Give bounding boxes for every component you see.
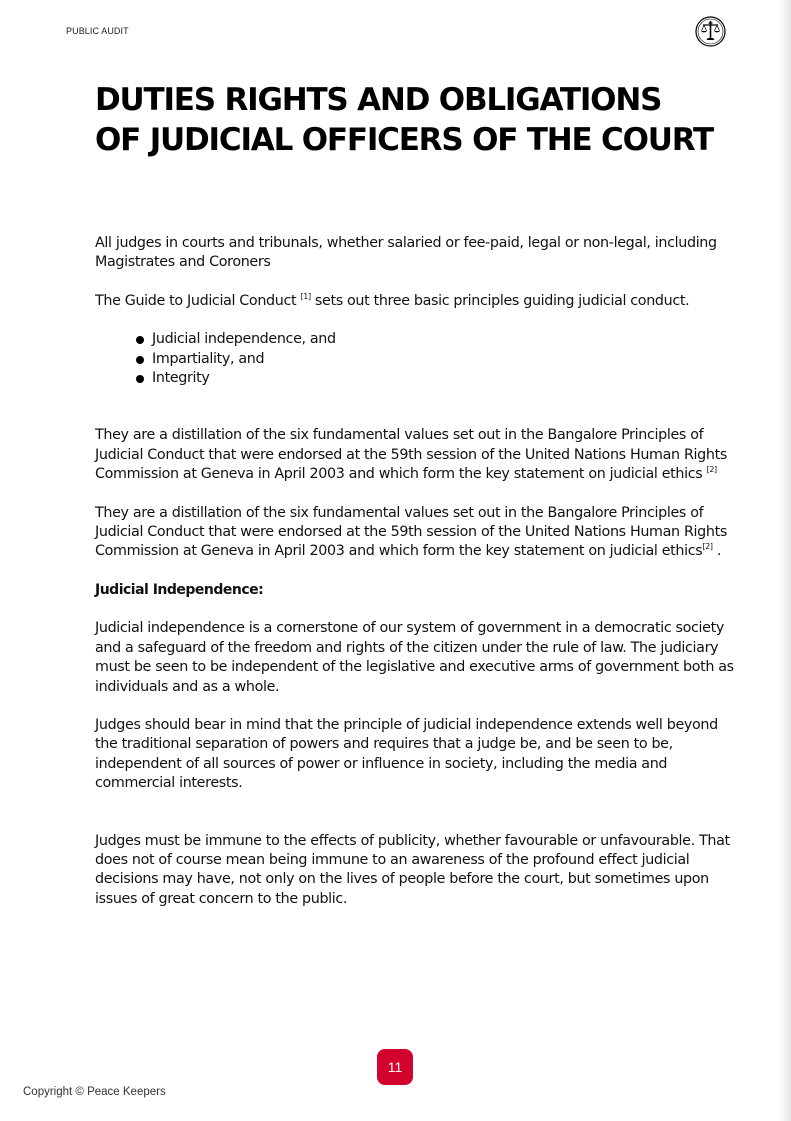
bullet-icon [136, 375, 144, 383]
intro-paragraph: All judges in courts and tribunals, whether salaried or fee-paid, legal or non-legal, including Magistrates and Coroners [95, 235, 717, 271]
header-label: PUBLIC AUDIT [66, 26, 129, 36]
distillation-text-2: They are a distillation of the six fundamental values set out in the Bangalore Principles of Judicial Conduct that were endorsed at the 59th session of the United Nations Human Rights Commission at Geneva in April 2003 and which form the key statement on judicial ethics [95, 504, 727, 560]
page-title: DUTIES RIGHTS AND OBLIGATIONS OF JUDICIAL OFFICERS OF THE COURT [95, 82, 713, 158]
independence-paragraph-2: Judges should bear in mind that the principle of judicial independence extends well beyond the traditional separation of powers and requires that a judge be, and be seen to be, independent of all sources of power or influence in society, including the media and commercial interests. [95, 716, 718, 792]
distillation-end: . [712, 543, 722, 560]
guide-paragraph [95, 292, 735, 311]
principles-list [95, 330, 735, 388]
guide-text-before: The Guide to Judicial Conduct [95, 292, 301, 309]
list-item-label: Judicial independence, and [152, 331, 336, 348]
list-item [136, 350, 735, 369]
independence-paragraph-3: Judges must be immune to the effects of publicity, whether favourable or unfavourable. That does not of course mean being immune to an awareness of the profound effect judicial decisions may have, not only on the lives of people before the court, but sometimes upon issues of great concern to the public. [95, 832, 730, 907]
list-item [136, 369, 735, 388]
footnote-ref-1[interactable]: [1] [300, 291, 311, 301]
footnote-ref-2b[interactable]: [2] [702, 542, 713, 552]
list-item-label: Integrity [152, 370, 210, 387]
bullet-icon [136, 336, 144, 344]
footnote-ref-2[interactable]: [2] [706, 465, 717, 475]
list-item-label: Impartiality, and [152, 350, 265, 367]
distillation-paragraph-1 [95, 426, 735, 484]
guide-text-after: sets out three basic principles guiding judicial conduct. [310, 292, 690, 309]
bullet-icon [136, 356, 144, 364]
page-number-badge: 11 [377, 1049, 413, 1085]
section-heading-judicial-independence: Judicial Independence: [95, 581, 264, 598]
page-edge-shadow [777, 0, 791, 1121]
scales-of-justice-icon [695, 16, 726, 47]
copyright-notice: Copyright © Peace Keepers [23, 1086, 166, 1098]
document-body [95, 234, 735, 909]
distillation-text-1: They are a distillation of the six fundamental values set out in the Bangalore Principles of Judicial Conduct that were endorsed at the 59th session of the United Nations Human Rights Commission at Geneva in April 2003 and which form the key statement on judicial ethics [95, 427, 727, 483]
distillation-paragraph-2 [95, 504, 735, 562]
independence-paragraph-1: Judicial independence is a cornerstone of our system of government in a democratic society and a safeguard of the freedom and rights of the citizen under the rule of law. The judiciary must be seen to be independent of the legislative and executive arms of government both as individuals and as a whole. [95, 620, 734, 695]
list-item [136, 330, 735, 349]
